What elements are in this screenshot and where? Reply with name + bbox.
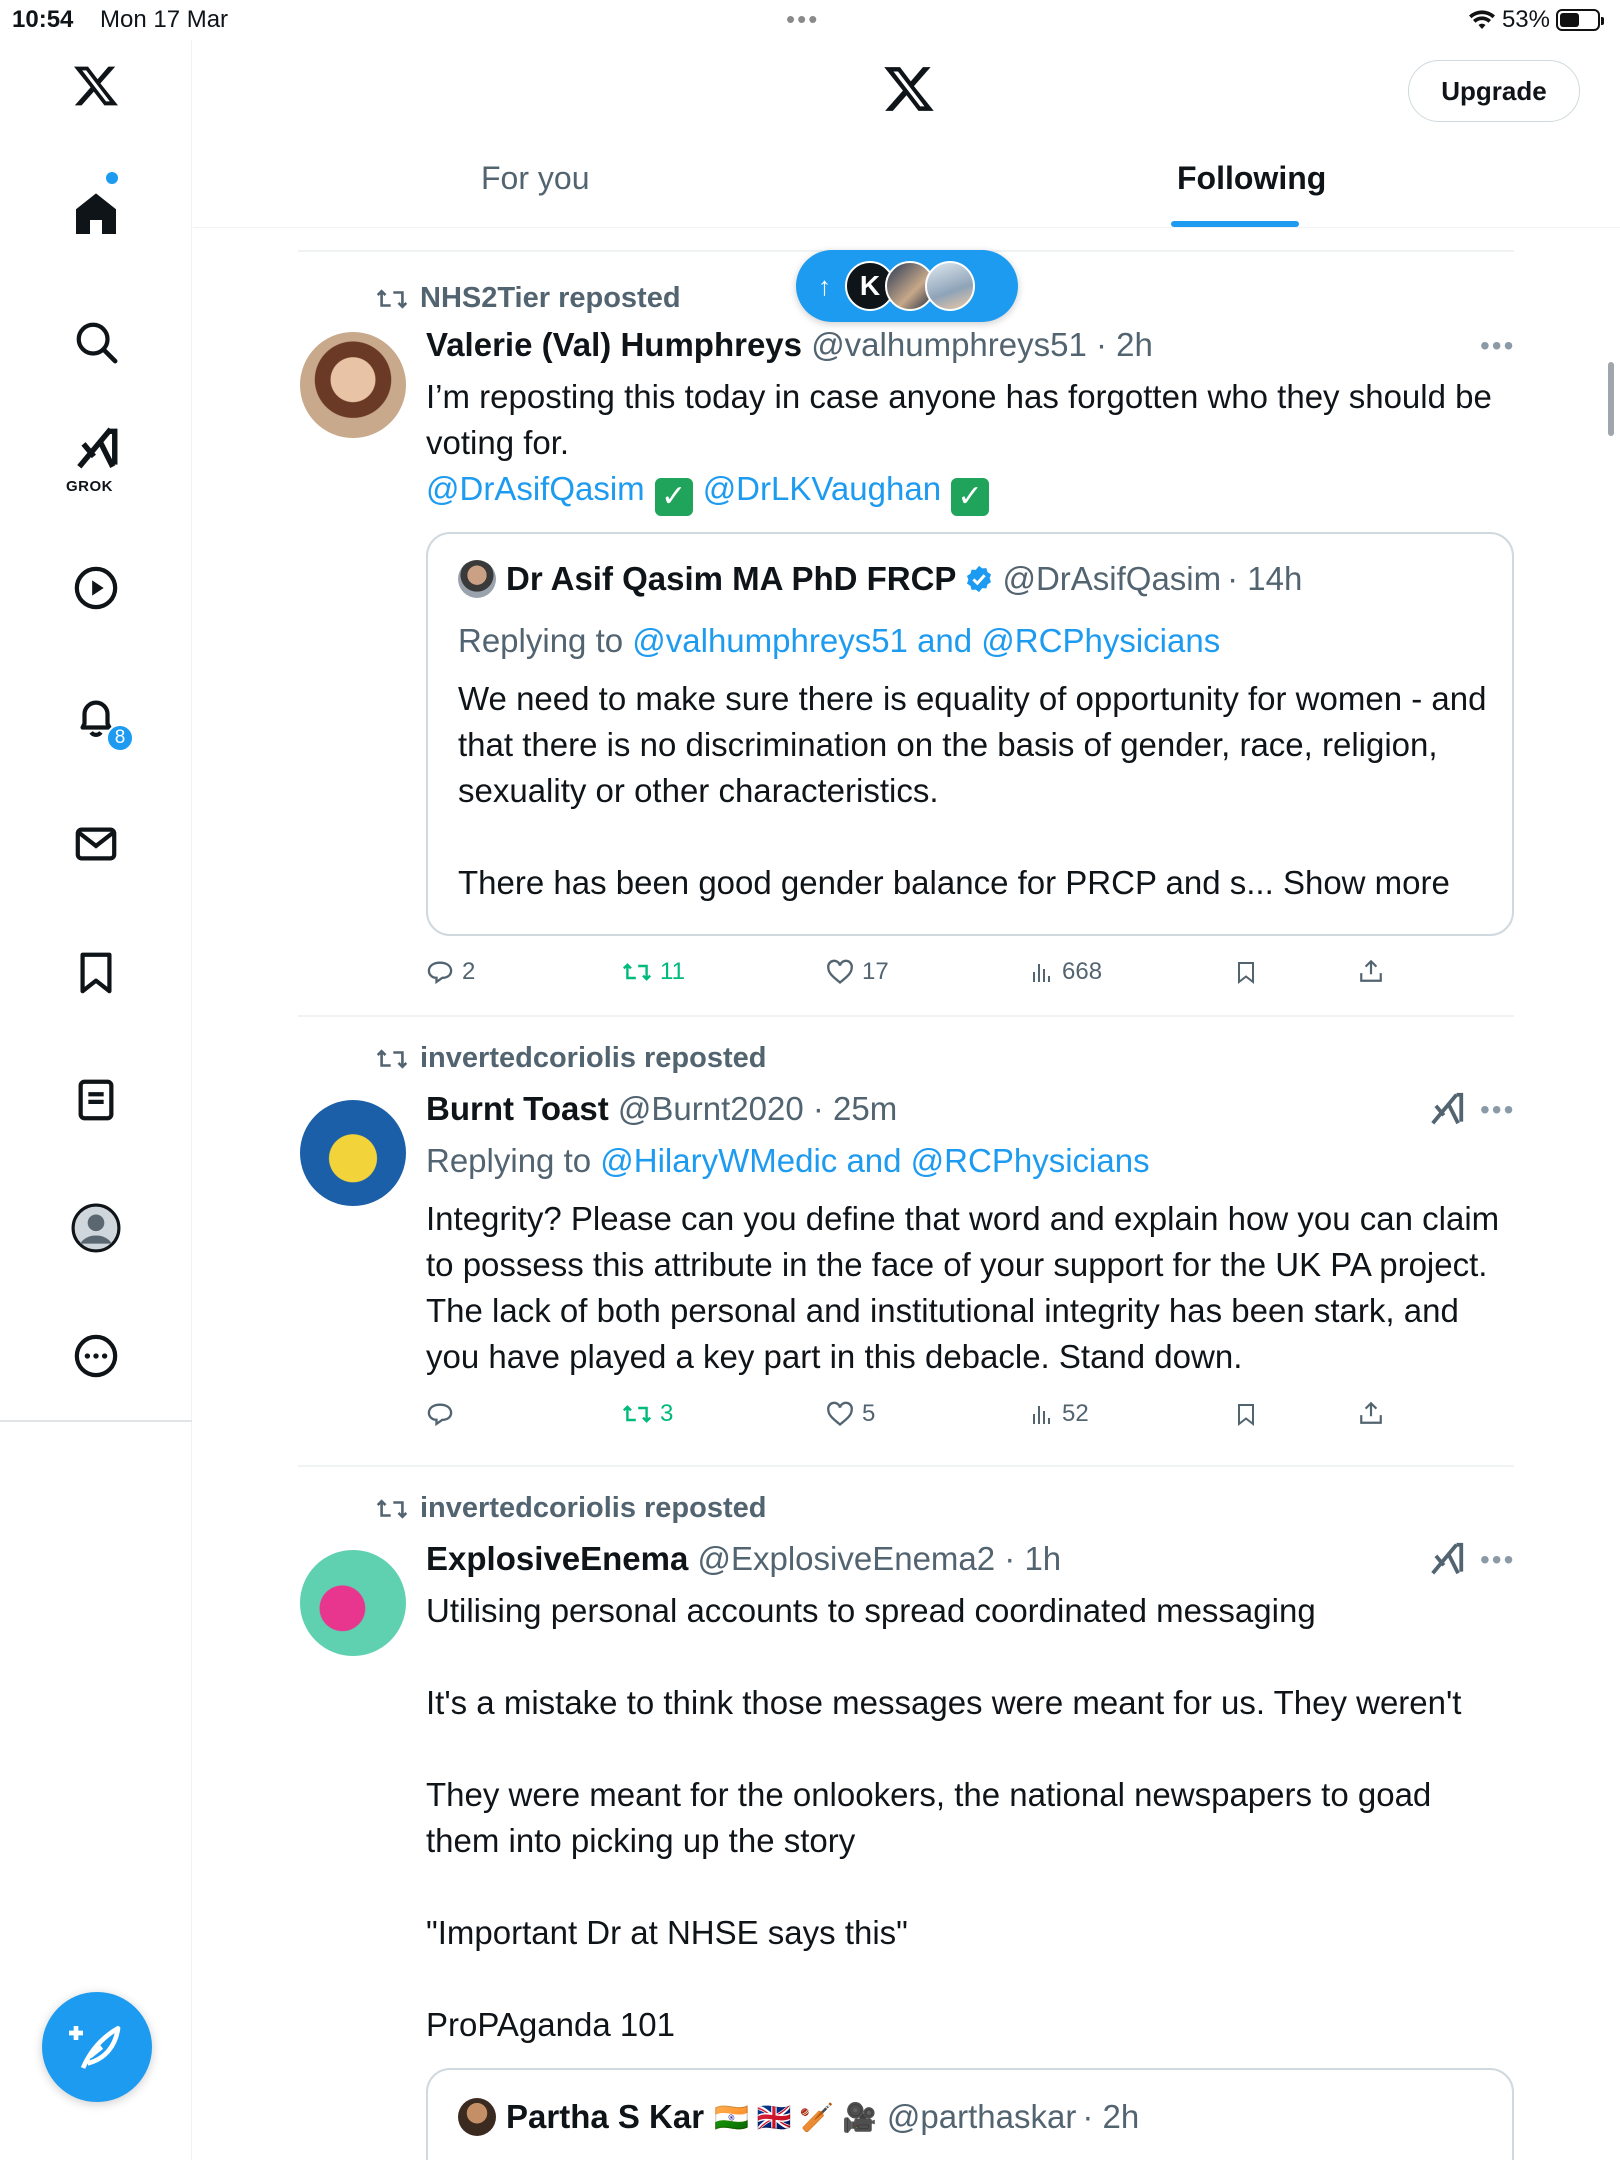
multitasking-dots[interactable]: ••• [786,4,820,34]
like-button[interactable] [826,1400,875,1428]
replying-to-label: Replying to [458,622,633,659]
reply-icon [426,958,454,986]
show-more-link[interactable]: Show more [1273,864,1450,901]
bookmark-icon [1234,1400,1258,1428]
battery-icon [1556,9,1600,31]
repost-icon [622,960,652,984]
like-count: 5 [862,1400,876,1427]
status-bar [0,0,1620,40]
author-handle[interactable]: @ExplosiveEnema2 [697,1540,996,1577]
reply-icon [426,1400,454,1428]
clock: 10:54 [12,6,74,33]
author-handle: @parthaskar [886,2098,1077,2135]
avatar[interactable] [300,332,406,438]
battery-fill [1560,13,1579,27]
avatar[interactable] [300,1100,406,1206]
views-button[interactable] [1030,1400,1089,1428]
repost-indicator [376,1042,767,1075]
check-mark-icon: ✓ [655,478,693,516]
reply-button[interactable] [426,958,475,986]
date: Mon 17 Mar [100,6,229,33]
avatar: K [845,261,895,311]
play-icon[interactable] [70,562,122,614]
compose-feather-icon [69,2019,125,2075]
grok-icon[interactable] [70,422,122,474]
author-name[interactable]: Burnt Toast [426,1090,609,1127]
battery-percent: 53% [1501,6,1550,33]
repost-icon [376,286,408,312]
author-name[interactable]: ExplosiveEnema [426,1540,689,1577]
lists-icon[interactable] [70,1074,122,1126]
profile-icon[interactable] [70,1202,122,1254]
views-icon [1030,1402,1054,1426]
like-count: 17 [862,958,889,985]
bookmark-button[interactable] [1234,1400,1258,1428]
sidebar-nav [0,40,192,2160]
repost-by: NHS2Tier reposted [420,282,681,314]
reply-count: 2 [462,958,476,985]
arrow-up-icon: ↑ [818,270,831,301]
timestamp[interactable]: · 1h [1004,1540,1062,1577]
heart-icon [826,959,854,985]
quote-header [458,2098,1139,2136]
active-tab-indicator [1171,221,1299,227]
tweet-paragraph: They were meant for the onlookers, the national newspapers to goad them into picking up the story [426,1776,1432,1859]
grok-explain-icon[interactable] [1428,1090,1466,1133]
check-mark-icon: ✓ [951,478,989,516]
timestamp: · 2h [1082,2098,1140,2135]
author-name[interactable]: Valerie (Val) Humphreys [426,326,803,363]
messages-icon[interactable] [70,818,122,870]
replying-to-line [426,1138,1496,1184]
home-unread-dot [106,172,118,184]
repost-icon [622,1402,652,1426]
scrollbar[interactable] [1608,362,1614,436]
tab-following[interactable]: Following [1177,160,1327,196]
replying-to-label: Replying to [426,1142,601,1179]
tweet[interactable] [298,270,1514,1010]
repost-icon [376,1496,408,1522]
replying-to-link[interactable]: @HilaryWMedic and @RCPhysicians [600,1142,1150,1179]
feed-divider [298,1465,1514,1467]
views-button[interactable] [1030,958,1102,986]
mention-link[interactable]: @DrAsifQasim [426,470,645,507]
tweet[interactable] [298,1480,1514,2160]
bookmarks-icon[interactable] [70,946,122,998]
tweet-header [426,1090,897,1128]
tweet-text-content: I’m reposting this today in case anyone has forgotten who they should be voting for. [426,378,1492,461]
repost-button[interactable] [622,958,685,986]
tweet-header [426,326,1153,364]
timestamp[interactable]: · 25m [812,1090,898,1127]
avatar [458,2098,496,2136]
share-icon [1358,958,1384,984]
replying-to-line [458,618,1498,664]
views-count: 52 [1062,1400,1089,1427]
repost-button[interactable] [622,1400,673,1428]
grok-explain-icon[interactable] [1428,1540,1466,1583]
more-options-icon[interactable] [70,1330,122,1382]
feed-divider [298,1015,1514,1017]
author-handle[interactable]: @valhumphreys51 [811,326,1087,363]
repost-by: invertedcoriolis reposted [420,1042,767,1074]
author-name: Dr Asif Qasim MA PhD FRCP [506,560,957,597]
quoted-tweet[interactable] [426,532,1514,936]
x-logo-icon[interactable] [70,60,122,112]
home-icon[interactable] [70,188,122,240]
repost-indicator [376,1492,767,1525]
top-header [193,40,1620,228]
repost-count: 3 [660,1400,674,1427]
tweet[interactable] [298,1030,1514,1460]
avatar[interactable] [300,1550,406,1656]
upgrade-button[interactable]: Upgrade [1408,60,1580,122]
author-name: Partha S Kar [506,2098,705,2135]
tweet-text [426,374,1496,516]
views-icon [1030,960,1054,984]
notifications-badge: 8 [106,724,134,752]
share-icon [1358,1400,1384,1426]
repost-indicator [376,282,681,315]
tweet-actions [426,1400,1426,1440]
repost-icon [376,1046,408,1072]
heart-icon [826,1401,854,1427]
sidebar-divider [0,1420,192,1422]
grok-label: GROK [66,478,113,495]
share-button[interactable] [1358,958,1384,984]
more-icon[interactable]: ••• [1480,1544,1516,1575]
more-icon[interactable]: ••• [1480,1094,1516,1125]
tweet-text: Integrity? Please can you define that word and explain how you can claim to possess this attribute in the face of your support for the UK PA project. The lack of both personal and institutional integrity has been stark, and you have played a key part in this debacle. Stand down. [426,1200,1500,1375]
quote-header [458,560,1302,598]
search-icon[interactable] [70,316,122,368]
flag-emojis: 🇮🇳 🇬🇧 🏏 🎥 [714,2101,877,2133]
quoted-tweet[interactable] [426,2068,1514,2160]
more-icon[interactable]: ••• [1480,330,1516,361]
verified-badge-icon [964,564,994,594]
tweet-paragraph: Utilising personal accounts to spread coordinated messaging [426,1592,1316,1629]
quote-text-continued [458,860,1508,906]
tweet-paragraph: It's a mistake to think those messages were meant for us. They weren't [426,1684,1462,1721]
replying-to-link[interactable]: @valhumphreys51 and @RCPhysicians [632,622,1221,659]
timestamp[interactable]: · 2h [1096,326,1153,363]
tweet-paragraph: ProPAganda 101 [426,2006,675,2043]
like-button[interactable] [826,958,889,986]
timestamp: · 14h [1227,560,1303,597]
quote-text-truncated: There has been good gender balance for PRCP and s... [458,864,1274,901]
views-count: 668 [1062,958,1103,985]
quote-text: We need to make sure there is equality of opportunity for women - and that there is no discrimination on the basis of gender, race, religion, sexuality or other characteristics. [458,680,1487,809]
share-button[interactable] [1358,1400,1384,1426]
author-handle: @DrAsifQasim [1002,560,1222,597]
tweet-paragraph: "Important Dr at NHSE says this" [426,1914,908,1951]
status-icons [1468,6,1600,34]
mention-link[interactable]: @DrLKVaughan [702,470,942,507]
author-handle[interactable]: @Burnt2020 [617,1090,804,1127]
tweet-header [426,1540,1061,1578]
tab-for-you[interactable]: For you [481,160,590,196]
compose-button[interactable] [42,1992,152,2102]
repost-count: 11 [660,958,685,985]
wifi-icon [1468,9,1496,31]
repost-by: invertedcoriolis reposted [420,1492,767,1524]
x-logo-icon[interactable] [881,62,937,121]
avatar [458,560,496,598]
tweet-actions [426,958,1426,998]
bookmark-button[interactable] [1234,958,1258,986]
reply-button[interactable] [426,1400,462,1428]
bookmark-icon [1234,958,1258,986]
